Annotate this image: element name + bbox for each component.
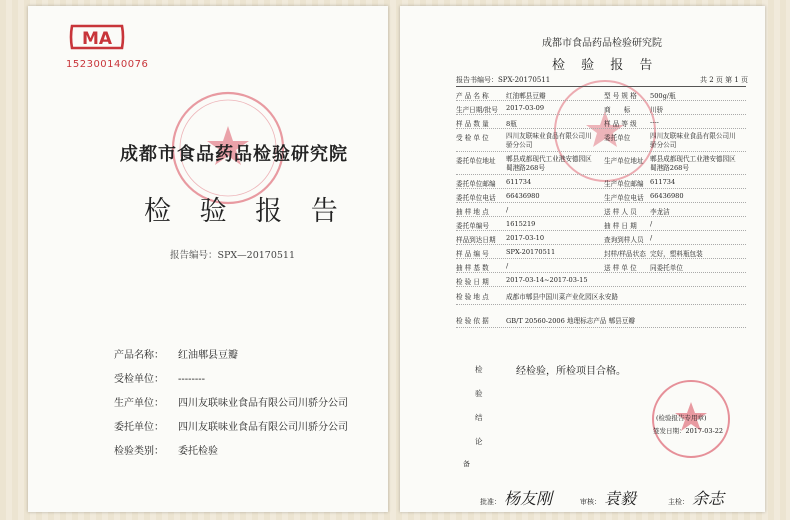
row-value: 红油郫县豆瓣: [506, 92, 546, 100]
svg-text:MA: MA: [81, 29, 113, 49]
row-value: 同委托单位: [650, 264, 683, 272]
row-value: 2017-03-14~2017-03-15: [506, 276, 588, 284]
field-manufacturer: [114, 394, 348, 409]
issue-date: 签发日期：2017-03-22: [653, 427, 723, 435]
row-value: SPX-20170511: [506, 248, 556, 256]
row-label: 抽 样 基 数: [456, 264, 489, 272]
row-value: 611734: [650, 178, 676, 186]
row-label: 样 品 数 量: [456, 120, 489, 128]
row-value: 完好，塑料瓶包装: [650, 250, 703, 258]
table-row: [456, 189, 746, 203]
row-label: 生产日期/批号: [456, 106, 498, 114]
remark-label: 备: [463, 460, 470, 468]
cma-logo: [68, 22, 126, 52]
row-label: 委托单位邮编: [456, 180, 496, 188]
row-value: /: [650, 220, 653, 228]
table-row: [456, 231, 746, 245]
row-label: 委托单位地址: [456, 157, 496, 165]
table-row: [456, 87, 746, 101]
field-value: 红油郫县豆瓣: [178, 350, 238, 361]
row-value: 四川友联味业食品有限公司川骄分公司: [506, 132, 592, 149]
row-label: 检 验 日 期: [456, 278, 489, 286]
page-info: 共 2 页 第 1 页: [700, 76, 749, 84]
field-value: 四川友联味业食品有限公司川骄分公司: [178, 398, 348, 409]
table-row: [456, 152, 746, 175]
row-label: 委托单编号: [456, 222, 489, 230]
row-label: 样品到达日期: [456, 236, 496, 244]
row-label: 生产单位地址: [604, 157, 644, 165]
row-value: 郫县成都现代工业港安德园区蜀港路268号: [650, 155, 736, 172]
approver-signature: 杨友刚: [504, 489, 553, 508]
field-label: 委托单位：: [114, 422, 164, 433]
row-label: 检 验 地 点: [456, 293, 489, 301]
row-label: 型 号 规 格: [604, 92, 637, 100]
table-row: [456, 203, 746, 217]
field-label: 生产单位：: [114, 398, 164, 409]
row-label: 样 品 编 号: [456, 250, 489, 258]
table-row: [456, 273, 746, 287]
report-cover-page: [28, 6, 388, 512]
row-label: 委托单位: [604, 134, 631, 142]
row-label: 抽 样 地 点: [456, 208, 489, 216]
reviewer-signature: 袁毅: [604, 489, 637, 508]
table-row: [456, 115, 746, 129]
table-row: [456, 101, 746, 115]
table-row: [456, 217, 746, 231]
row-value: 2017-03-10: [506, 234, 545, 242]
table-row: [456, 305, 746, 328]
row-value: 66436980: [650, 192, 684, 200]
row-label: 生产单位邮编: [604, 180, 644, 188]
row-value: 8瓶: [506, 120, 517, 128]
report-info-table: [456, 86, 746, 328]
row-label: 送 样 人 员: [604, 208, 637, 216]
institute-name: 成都市食品药品检验研究院: [120, 144, 348, 165]
field-inspection-type: [114, 442, 218, 457]
row-label: 封样/样品状态: [604, 250, 646, 258]
row-value: /: [506, 262, 509, 270]
table-row: [456, 259, 746, 273]
row-label: 查询到样人员: [604, 236, 644, 244]
row-value: 66436980: [506, 192, 540, 200]
row-label: 生产单位电话: [604, 194, 644, 202]
report-detail-page: [400, 6, 765, 512]
seal-note: (检验报告专用章): [656, 414, 707, 422]
field-inspected-unit: [114, 370, 205, 385]
field-product-name: [114, 346, 238, 361]
reviewer-label: 审核：: [580, 498, 601, 506]
table-row: [456, 175, 746, 189]
table-row: [456, 287, 746, 305]
row-value: GB/T 20560-2006 地理标志产品 郫县豆瓣: [506, 317, 635, 325]
row-label: 抽 样 日 期: [604, 222, 637, 230]
row-value: /: [650, 234, 653, 242]
field-value: 委托检验: [178, 446, 218, 457]
field-value: 四川友联味业食品有限公司川骄分公司: [178, 422, 348, 433]
field-value: --------: [178, 374, 206, 385]
field-label: 产品名称：: [114, 350, 164, 361]
row-value: 500g/瓶: [650, 92, 676, 100]
conclusion-text: 经检验，所检项目合格。: [516, 366, 626, 377]
cma-certificate-number: 152300140076: [66, 59, 149, 70]
row-value: 1615219: [506, 220, 536, 228]
row-label: 委托单位电话: [456, 194, 496, 202]
report-number: 报告书编号：SPX-20170511: [456, 76, 551, 84]
row-label: 送 样 单 位: [604, 264, 637, 272]
row-label: 产 品 名 称: [456, 92, 489, 100]
author-signature: 余志: [692, 489, 725, 508]
row-value: ----: [650, 118, 659, 126]
approver-label: 批准：: [480, 498, 501, 506]
row-label: 检 验 依 据: [456, 317, 489, 325]
report-number: 报告编号：SPX—20170511: [170, 250, 296, 261]
row-label: 商 标: [604, 106, 631, 114]
row-value: 2017-03-09: [506, 104, 545, 112]
row-value: 李龙洁: [650, 208, 670, 216]
row-value: 川骄: [650, 106, 664, 114]
report-title: 检 验 报 告: [552, 58, 659, 73]
institute-name: 成都市食品药品检验研究院: [542, 38, 662, 49]
row-value: 郫县成都现代工业港安德园区蜀港路268号: [506, 155, 592, 172]
field-label: 检验类别：: [114, 446, 164, 457]
report-title: 检 验 报 告: [144, 196, 348, 227]
field-client: [114, 418, 348, 433]
author-label: 主检：: [668, 498, 689, 506]
table-row: [456, 129, 746, 152]
row-value: 成都市郫县中国川菜产业化园区永安路: [506, 293, 619, 301]
field-label: 受检单位：: [114, 374, 164, 385]
row-label: 受 检 单 位: [456, 134, 489, 142]
table-row: [456, 245, 746, 259]
conclusion-label: 检 验 结 论: [475, 365, 483, 446]
row-value: 611734: [506, 178, 532, 186]
row-label: 样 品 等 级: [604, 120, 637, 128]
row-value: /: [506, 206, 509, 214]
row-value: 四川友联味业食品有限公司川骄分公司: [650, 132, 736, 149]
